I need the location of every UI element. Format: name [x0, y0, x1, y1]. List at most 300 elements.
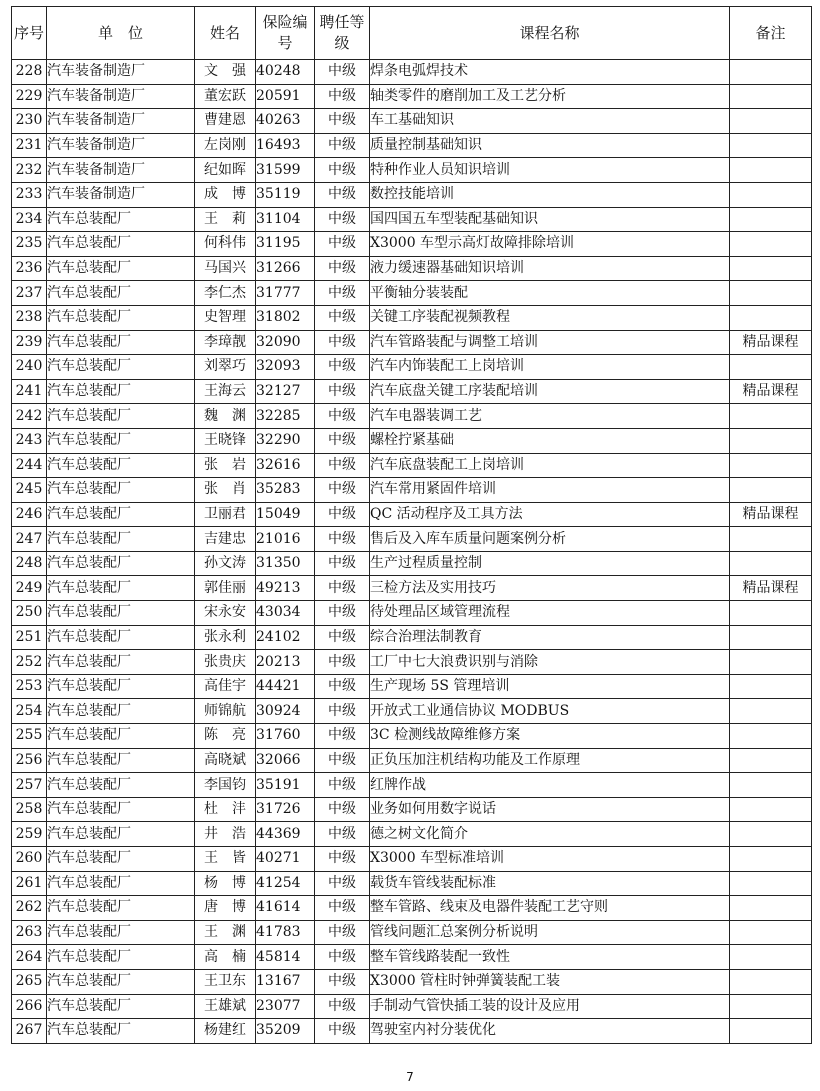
unit-cell: 汽车总装配厂 [47, 847, 195, 872]
table-row [12, 133, 812, 158]
insurance-number-cell: 31777 [256, 281, 315, 306]
name-cell: 曹建恩 [195, 109, 256, 134]
unit-cell: 汽车总装配厂 [47, 748, 195, 773]
table-row [12, 871, 812, 896]
row-number: 263 [12, 920, 47, 945]
name-cell: 高佳宇 [195, 674, 256, 699]
grade-cell: 中级 [315, 945, 370, 970]
grade-cell: 中级 [315, 748, 370, 773]
course-name-cell: 业务如何用数字说话 [370, 797, 730, 822]
row-number: 241 [12, 379, 47, 404]
note-cell [730, 748, 812, 773]
table-row [12, 207, 812, 232]
grade-cell: 中级 [315, 84, 370, 109]
course-name-cell: 三检方法及实用技巧 [370, 576, 730, 601]
note-cell [730, 674, 812, 699]
grade-cell: 中级 [315, 847, 370, 872]
unit-cell: 汽车总装配厂 [47, 232, 195, 257]
table-row [12, 601, 812, 626]
course-name-cell: 关键工序装配视频教程 [370, 305, 730, 330]
course-name-cell: X3000 管柱时钟弹簧装配工装 [370, 969, 730, 994]
insurance-number-cell: 44369 [256, 822, 315, 847]
grade-cell: 中级 [315, 502, 370, 527]
unit-cell: 汽车总装配厂 [47, 207, 195, 232]
note-cell [730, 896, 812, 921]
course-name-cell: 汽车底盘装配工上岗培训 [370, 453, 730, 478]
note-cell [730, 773, 812, 798]
insurance-number-cell: 32066 [256, 748, 315, 773]
row-number: 258 [12, 797, 47, 822]
insurance-number-cell: 31726 [256, 797, 315, 822]
name-cell: 何科伟 [195, 232, 256, 257]
note-cell [730, 699, 812, 724]
grade-cell: 中级 [315, 822, 370, 847]
row-number: 256 [12, 748, 47, 773]
course-name-cell: 综合治理法制教育 [370, 625, 730, 650]
row-number: 267 [12, 1019, 47, 1044]
grade-cell: 中级 [315, 920, 370, 945]
grade-cell: 中级 [315, 896, 370, 921]
name-cell: 井 浩 [195, 822, 256, 847]
course-name-cell: QC 活动程序及工具方法 [370, 502, 730, 527]
note-cell [730, 404, 812, 429]
note-cell [730, 453, 812, 478]
insurance-number-cell: 41254 [256, 871, 315, 896]
name-cell: 董宏跃 [195, 84, 256, 109]
table-row [12, 920, 812, 945]
page-number: 7 [406, 1070, 414, 1084]
row-number: 257 [12, 773, 47, 798]
table-row [12, 969, 812, 994]
insurance-number-cell: 23077 [256, 994, 315, 1019]
unit-cell: 汽车总装配厂 [47, 478, 195, 503]
note-cell [730, 207, 812, 232]
name-cell: 郭佳丽 [195, 576, 256, 601]
table-row [12, 182, 812, 207]
unit-cell: 汽车总装配厂 [47, 650, 195, 675]
insurance-number-cell: 35191 [256, 773, 315, 798]
row-number: 236 [12, 256, 47, 281]
name-cell: 杨建红 [195, 1019, 256, 1044]
course-name-cell: 国四国五车型装配基础知识 [370, 207, 730, 232]
note-cell: 精品课程 [730, 576, 812, 601]
note-cell [730, 305, 812, 330]
grade-cell: 中级 [315, 527, 370, 552]
row-number: 261 [12, 871, 47, 896]
table-row [12, 847, 812, 872]
insurance-number-cell: 35209 [256, 1019, 315, 1044]
row-number: 233 [12, 182, 47, 207]
grade-cell: 中级 [315, 404, 370, 429]
name-cell: 文 强 [195, 60, 256, 85]
insurance-number-cell: 40248 [256, 60, 315, 85]
course-name-cell: 汽车电器装调工艺 [370, 404, 730, 429]
course-name-cell: X3000 车型示高灯故障排除培训 [370, 232, 730, 257]
name-cell: 王雄斌 [195, 994, 256, 1019]
course-name-cell: 螺栓拧紧基础 [370, 428, 730, 453]
row-number: 245 [12, 478, 47, 503]
row-number: 248 [12, 551, 47, 576]
note-cell [730, 625, 812, 650]
name-cell: 宋永安 [195, 601, 256, 626]
insurance-number-cell: 40271 [256, 847, 315, 872]
row-number: 244 [12, 453, 47, 478]
note-cell: 精品课程 [730, 502, 812, 527]
row-number: 265 [12, 969, 47, 994]
insurance-number-cell: 45814 [256, 945, 315, 970]
course-name-cell: 液力缓速器基础知识培训 [370, 256, 730, 281]
row-number: 237 [12, 281, 47, 306]
table-row [12, 330, 812, 355]
insurance-number-cell: 32127 [256, 379, 315, 404]
name-cell: 高 楠 [195, 945, 256, 970]
insurance-number-cell: 31266 [256, 256, 315, 281]
row-number: 247 [12, 527, 47, 552]
grade-cell: 中级 [315, 453, 370, 478]
row-number: 254 [12, 699, 47, 724]
course-name-cell: 轴类零件的磨削加工及工艺分析 [370, 84, 730, 109]
unit-cell: 汽车装备制造厂 [47, 158, 195, 183]
name-cell: 马国兴 [195, 256, 256, 281]
insurance-number-cell: 31802 [256, 305, 315, 330]
row-number: 260 [12, 847, 47, 872]
insurance-number-cell: 31195 [256, 232, 315, 257]
note-cell [730, 527, 812, 552]
grade-cell: 中级 [315, 256, 370, 281]
row-number: 262 [12, 896, 47, 921]
course-name-cell: X3000 车型标准培训 [370, 847, 730, 872]
header-course: 课程名称 [370, 7, 730, 60]
course-name-cell: 载货车管线装配标准 [370, 871, 730, 896]
name-cell: 张 岩 [195, 453, 256, 478]
course-table [11, 6, 812, 1044]
name-cell: 高晓斌 [195, 748, 256, 773]
table-header-row [12, 7, 812, 60]
insurance-number-cell: 43034 [256, 601, 315, 626]
course-name-cell: 焊条电弧焊技术 [370, 60, 730, 85]
row-number: 255 [12, 724, 47, 749]
grade-cell: 中级 [315, 158, 370, 183]
insurance-number-cell: 32090 [256, 330, 315, 355]
row-number: 230 [12, 109, 47, 134]
unit-cell: 汽车总装配厂 [47, 601, 195, 626]
name-cell: 陈 亮 [195, 724, 256, 749]
unit-cell: 汽车总装配厂 [47, 797, 195, 822]
note-cell [730, 182, 812, 207]
name-cell: 魏 渊 [195, 404, 256, 429]
note-cell [730, 109, 812, 134]
grade-cell: 中级 [315, 871, 370, 896]
unit-cell: 汽车总装配厂 [47, 699, 195, 724]
table-row [12, 748, 812, 773]
unit-cell: 汽车总装配厂 [47, 428, 195, 453]
name-cell: 杨 博 [195, 871, 256, 896]
course-name-cell: 汽车管路装配与调整工培训 [370, 330, 730, 355]
header-insurance-no: 保险编号 [256, 7, 315, 60]
name-cell: 史智理 [195, 305, 256, 330]
unit-cell: 汽车总装配厂 [47, 994, 195, 1019]
note-cell [730, 797, 812, 822]
name-cell: 张贵庆 [195, 650, 256, 675]
grade-cell: 中级 [315, 232, 370, 257]
grade-cell: 中级 [315, 428, 370, 453]
grade-cell: 中级 [315, 601, 370, 626]
insurance-number-cell: 41614 [256, 896, 315, 921]
table-row [12, 502, 812, 527]
unit-cell: 汽车总装配厂 [47, 305, 195, 330]
unit-cell: 汽车总装配厂 [47, 822, 195, 847]
course-name-cell: 3C 检测线故障维修方案 [370, 724, 730, 749]
note-cell [730, 601, 812, 626]
insurance-number-cell: 44421 [256, 674, 315, 699]
name-cell: 李仁杰 [195, 281, 256, 306]
note-cell [730, 428, 812, 453]
insurance-number-cell: 41783 [256, 920, 315, 945]
unit-cell: 汽车总装配厂 [47, 551, 195, 576]
row-number: 253 [12, 674, 47, 699]
row-number: 242 [12, 404, 47, 429]
row-number: 240 [12, 355, 47, 380]
header-note: 备注 [730, 7, 812, 60]
insurance-number-cell: 32285 [256, 404, 315, 429]
name-cell: 杜 沣 [195, 797, 256, 822]
note-cell [730, 994, 812, 1019]
table-row [12, 84, 812, 109]
grade-cell: 中级 [315, 109, 370, 134]
row-number: 239 [12, 330, 47, 355]
unit-cell: 汽车总装配厂 [47, 404, 195, 429]
course-name-cell: 平衡轴分装装配 [370, 281, 730, 306]
insurance-number-cell: 16493 [256, 133, 315, 158]
note-cell [730, 969, 812, 994]
unit-cell: 汽车总装配厂 [47, 871, 195, 896]
grade-cell: 中级 [315, 60, 370, 85]
grade-cell: 中级 [315, 1019, 370, 1044]
unit-cell: 汽车装备制造厂 [47, 182, 195, 207]
note-cell [730, 281, 812, 306]
insurance-number-cell: 24102 [256, 625, 315, 650]
table-row [12, 650, 812, 675]
header-name: 姓名 [195, 7, 256, 60]
table-row [12, 773, 812, 798]
table-row [12, 994, 812, 1019]
row-number: 259 [12, 822, 47, 847]
grade-cell: 中级 [315, 182, 370, 207]
course-name-cell: 开放式工业通信协议 MODBUS [370, 699, 730, 724]
table-row [12, 60, 812, 85]
table-row [12, 822, 812, 847]
row-number: 251 [12, 625, 47, 650]
grade-cell: 中级 [315, 207, 370, 232]
note-cell [730, 133, 812, 158]
grade-cell: 中级 [315, 994, 370, 1019]
note-cell: 精品课程 [730, 330, 812, 355]
table-row [12, 527, 812, 552]
row-number: 234 [12, 207, 47, 232]
name-cell: 孙文涛 [195, 551, 256, 576]
table-row [12, 478, 812, 503]
name-cell: 吉建忠 [195, 527, 256, 552]
name-cell: 王 皆 [195, 847, 256, 872]
name-cell: 王晓锋 [195, 428, 256, 453]
table-row [12, 158, 812, 183]
insurance-number-cell: 31599 [256, 158, 315, 183]
insurance-number-cell: 15049 [256, 502, 315, 527]
course-name-cell: 整车管路、线束及电器件装配工艺守则 [370, 896, 730, 921]
unit-cell: 汽车装备制造厂 [47, 84, 195, 109]
row-number: 228 [12, 60, 47, 85]
course-name-cell: 工厂中七大浪费识别与消除 [370, 650, 730, 675]
unit-cell: 汽车总装配厂 [47, 724, 195, 749]
row-number: 231 [12, 133, 47, 158]
note-cell [730, 822, 812, 847]
row-number: 246 [12, 502, 47, 527]
grade-cell: 中级 [315, 576, 370, 601]
name-cell: 唐 博 [195, 896, 256, 921]
table-row [12, 281, 812, 306]
course-name-cell: 手制动气管快插工装的设计及应用 [370, 994, 730, 1019]
table-row [12, 109, 812, 134]
note-cell [730, 84, 812, 109]
course-name-cell: 车工基础知识 [370, 109, 730, 134]
name-cell: 李璋靓 [195, 330, 256, 355]
grade-cell: 中级 [315, 674, 370, 699]
name-cell: 卫丽君 [195, 502, 256, 527]
unit-cell: 汽车总装配厂 [47, 527, 195, 552]
grade-cell: 中级 [315, 969, 370, 994]
table-row [12, 256, 812, 281]
grade-cell: 中级 [315, 305, 370, 330]
unit-cell: 汽车总装配厂 [47, 379, 195, 404]
unit-cell: 汽车总装配厂 [47, 920, 195, 945]
table-row [12, 699, 812, 724]
table-row [12, 896, 812, 921]
insurance-number-cell: 49213 [256, 576, 315, 601]
unit-cell: 汽车总装配厂 [47, 355, 195, 380]
table-row [12, 355, 812, 380]
course-name-cell: 红牌作战 [370, 773, 730, 798]
unit-cell: 汽车总装配厂 [47, 281, 195, 306]
name-cell: 王 渊 [195, 920, 256, 945]
insurance-number-cell: 40263 [256, 109, 315, 134]
row-number: 249 [12, 576, 47, 601]
name-cell: 师锦航 [195, 699, 256, 724]
row-number: 264 [12, 945, 47, 970]
unit-cell: 汽车装备制造厂 [47, 133, 195, 158]
course-name-cell: 售后及入库车质量问题案例分析 [370, 527, 730, 552]
name-cell: 左岗刚 [195, 133, 256, 158]
grade-cell: 中级 [315, 625, 370, 650]
unit-cell: 汽车总装配厂 [47, 453, 195, 478]
grade-cell: 中级 [315, 797, 370, 822]
course-name-cell: 汽车底盘关键工序装配培训 [370, 379, 730, 404]
header-no: 序号 [12, 7, 47, 60]
table-row [12, 404, 812, 429]
grade-cell: 中级 [315, 330, 370, 355]
note-cell [730, 158, 812, 183]
note-cell [730, 256, 812, 281]
insurance-number-cell: 20213 [256, 650, 315, 675]
table-row [12, 453, 812, 478]
note-cell [730, 920, 812, 945]
table-row [12, 945, 812, 970]
note-cell [730, 724, 812, 749]
unit-cell: 汽车总装配厂 [47, 1019, 195, 1044]
name-cell: 李国钧 [195, 773, 256, 798]
note-cell [730, 650, 812, 675]
table-row [12, 625, 812, 650]
table-row [12, 724, 812, 749]
unit-cell: 汽车装备制造厂 [47, 109, 195, 134]
name-cell: 王 莉 [195, 207, 256, 232]
table-row [12, 428, 812, 453]
grade-cell: 中级 [315, 650, 370, 675]
insurance-number-cell: 31104 [256, 207, 315, 232]
unit-cell: 汽车总装配厂 [47, 896, 195, 921]
insurance-number-cell: 32616 [256, 453, 315, 478]
course-name-cell: 质量控制基础知识 [370, 133, 730, 158]
note-cell [730, 232, 812, 257]
unit-cell: 汽车总装配厂 [47, 674, 195, 699]
note-cell [730, 551, 812, 576]
course-name-cell: 生产现场 5S 管理培训 [370, 674, 730, 699]
row-number: 235 [12, 232, 47, 257]
name-cell: 成 博 [195, 182, 256, 207]
row-number: 232 [12, 158, 47, 183]
note-cell [730, 1019, 812, 1044]
table-row [12, 797, 812, 822]
name-cell: 纪如晖 [195, 158, 256, 183]
table-body [12, 60, 812, 1044]
grade-cell: 中级 [315, 379, 370, 404]
insurance-number-cell: 21016 [256, 527, 315, 552]
note-cell [730, 847, 812, 872]
course-name-cell: 汽车内饰装配工上岗培训 [370, 355, 730, 380]
row-number: 238 [12, 305, 47, 330]
note-cell [730, 355, 812, 380]
table-row [12, 674, 812, 699]
grade-cell: 中级 [315, 724, 370, 749]
insurance-number-cell: 35119 [256, 182, 315, 207]
course-name-cell: 特种作业人员知识培训 [370, 158, 730, 183]
insurance-number-cell: 30924 [256, 699, 315, 724]
table-row [12, 1019, 812, 1044]
note-cell [730, 945, 812, 970]
table-row [12, 305, 812, 330]
grade-cell: 中级 [315, 773, 370, 798]
course-name-cell: 待处理品区域管理流程 [370, 601, 730, 626]
insurance-number-cell: 13167 [256, 969, 315, 994]
unit-cell: 汽车总装配厂 [47, 502, 195, 527]
header-grade: 聘任等级 [315, 7, 370, 60]
grade-cell: 中级 [315, 281, 370, 306]
row-number: 229 [12, 84, 47, 109]
unit-cell: 汽车总装配厂 [47, 773, 195, 798]
table-row [12, 551, 812, 576]
row-number: 252 [12, 650, 47, 675]
unit-cell: 汽车总装配厂 [47, 330, 195, 355]
grade-cell: 中级 [315, 478, 370, 503]
insurance-number-cell: 31350 [256, 551, 315, 576]
note-cell [730, 478, 812, 503]
course-name-cell: 德之树文化简介 [370, 822, 730, 847]
row-number: 243 [12, 428, 47, 453]
unit-cell: 汽车总装配厂 [47, 256, 195, 281]
course-name-cell: 管线问题汇总案例分析说明 [370, 920, 730, 945]
grade-cell: 中级 [315, 699, 370, 724]
insurance-number-cell: 20591 [256, 84, 315, 109]
insurance-number-cell: 31760 [256, 724, 315, 749]
